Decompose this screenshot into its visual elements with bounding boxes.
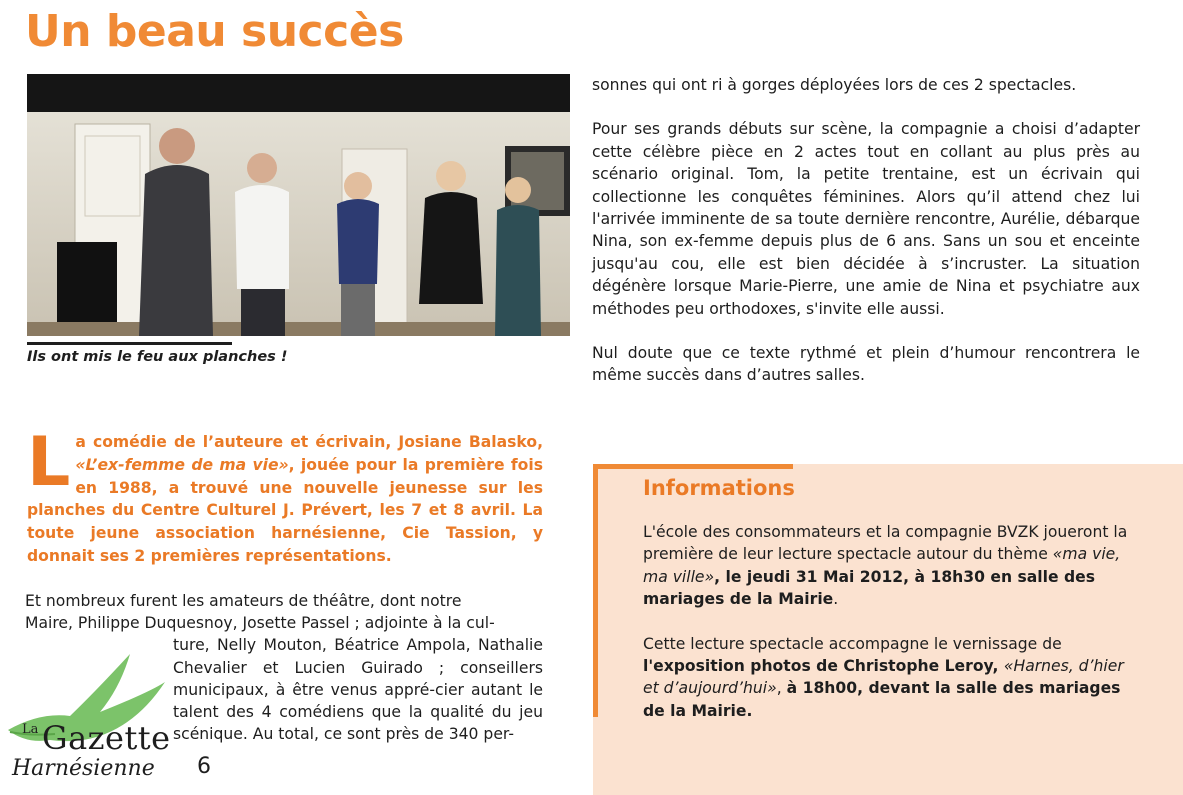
lead-text-1: a comédie de l’auteure et écrivain, Josiane Balasko, [75,433,543,451]
information-title: Informations [643,476,795,500]
play-title: «L’ex-femme de ma vie» [75,455,289,474]
info-p1-date: , le jeudi 31 Mai 2012, à 18h30 en salle des mariages de la Mairie [643,567,1096,609]
info-p2-text: Cette lecture spectacle accompagne le vernissage de [643,634,1062,653]
logo-gazette: Gazette [42,719,171,757]
info-p1-theme: «ma vie, ma ville» [643,545,1121,586]
right-paragraph-3: Nul doute que ce texte rythmé et plein d’humour rencontrera le même succès dans d’autres salles. [592,344,1140,385]
information-tab-rule [593,464,793,469]
body-right-column [592,74,1140,409]
drop-cap: L [27,423,71,502]
information-paragraph-1 [643,521,1140,611]
info-p1-end: . [833,590,839,609]
page-number: 6 [197,754,211,779]
stage-photo-image [27,74,570,336]
photo-caption: Ils ont mis le feu aux planches ! [27,349,288,365]
logo-harnesienne: Harnésienne [12,756,155,781]
article-headline: Un beau succès [25,6,404,57]
information-paragraph-2 [643,633,1140,723]
info-p1-text: L'école des consommateurs et la compagnie BVZK joueront la première de leur lecture spectacle autour du thème [643,523,1128,564]
logo-la: La [22,722,39,737]
body-left-line-1: Et nombreux furent les amateurs de théâtre, dont notre [25,592,462,610]
info-p2-title: «Harnes, d’hier et d’aujourd’hui» [643,657,1124,698]
stage-photo [27,74,570,336]
lead-text-2: , jouée pour la première fois en 1988, a trouvé une nouvelle jeunesse sur les planches du Centre Culturel J. Prévert, les 7 et 8 avril. La toute jeune association harnésienne, Cie Tassion, y donnait ses 2 premières représentations. [27,455,543,565]
lead-paragraph [27,423,543,568]
information-side-bar [593,469,598,717]
info-p2-time: à 18h00, devant la salle des mariages de la Mairie. [643,679,1121,720]
info-p2-sep: , [776,679,787,698]
right-paragraph-1: sonnes qui ont ri à gorges déployées lors de ces 2 spectacles. [592,76,1077,94]
right-paragraph-2: Pour ses grands débuts sur scène, la compagnie a choisi d’adapter cette célèbre pièce en 2 actes tout en collant au plus près au scénario original. Tom, la petite trentaine, est un écrivain qui collectionne les conquêtes féminines. Alors qu’il attend chez lui l'arrivée imminente de sa toute dernière rencontre, Aurélie, débarque Nina, son ex-femme depuis plus de 6 ans. Sans un sou et enceinte jusqu'au cou, elle est bien décidée à s’incruster. La situation dégénère lorsque Marie-Pierre, une amie de Nina et psychiatre aux méthodes peu orthodoxes, s'invite elle aussi. [592,120,1140,318]
information-body [643,521,1140,744]
body-left-line-2: Maire, Philippe Duquesnoy, Josette Passel ; adjointe à la cul- [25,614,495,633]
info-p2-exhibition: l'exposition photos de Christophe Leroy, [643,657,1004,676]
caption-rule [27,342,232,345]
body-left-rest: ture, Nelly Mouton, Béatrice Ampola, Nathalie Chevalier et Lucien Guirado ; conseillers municipaux, à être venus appré-cier autant le talent des 4 comédiens que la qualité du jeu scénique. Au total, ce sont près de 340 per- [173,636,543,744]
